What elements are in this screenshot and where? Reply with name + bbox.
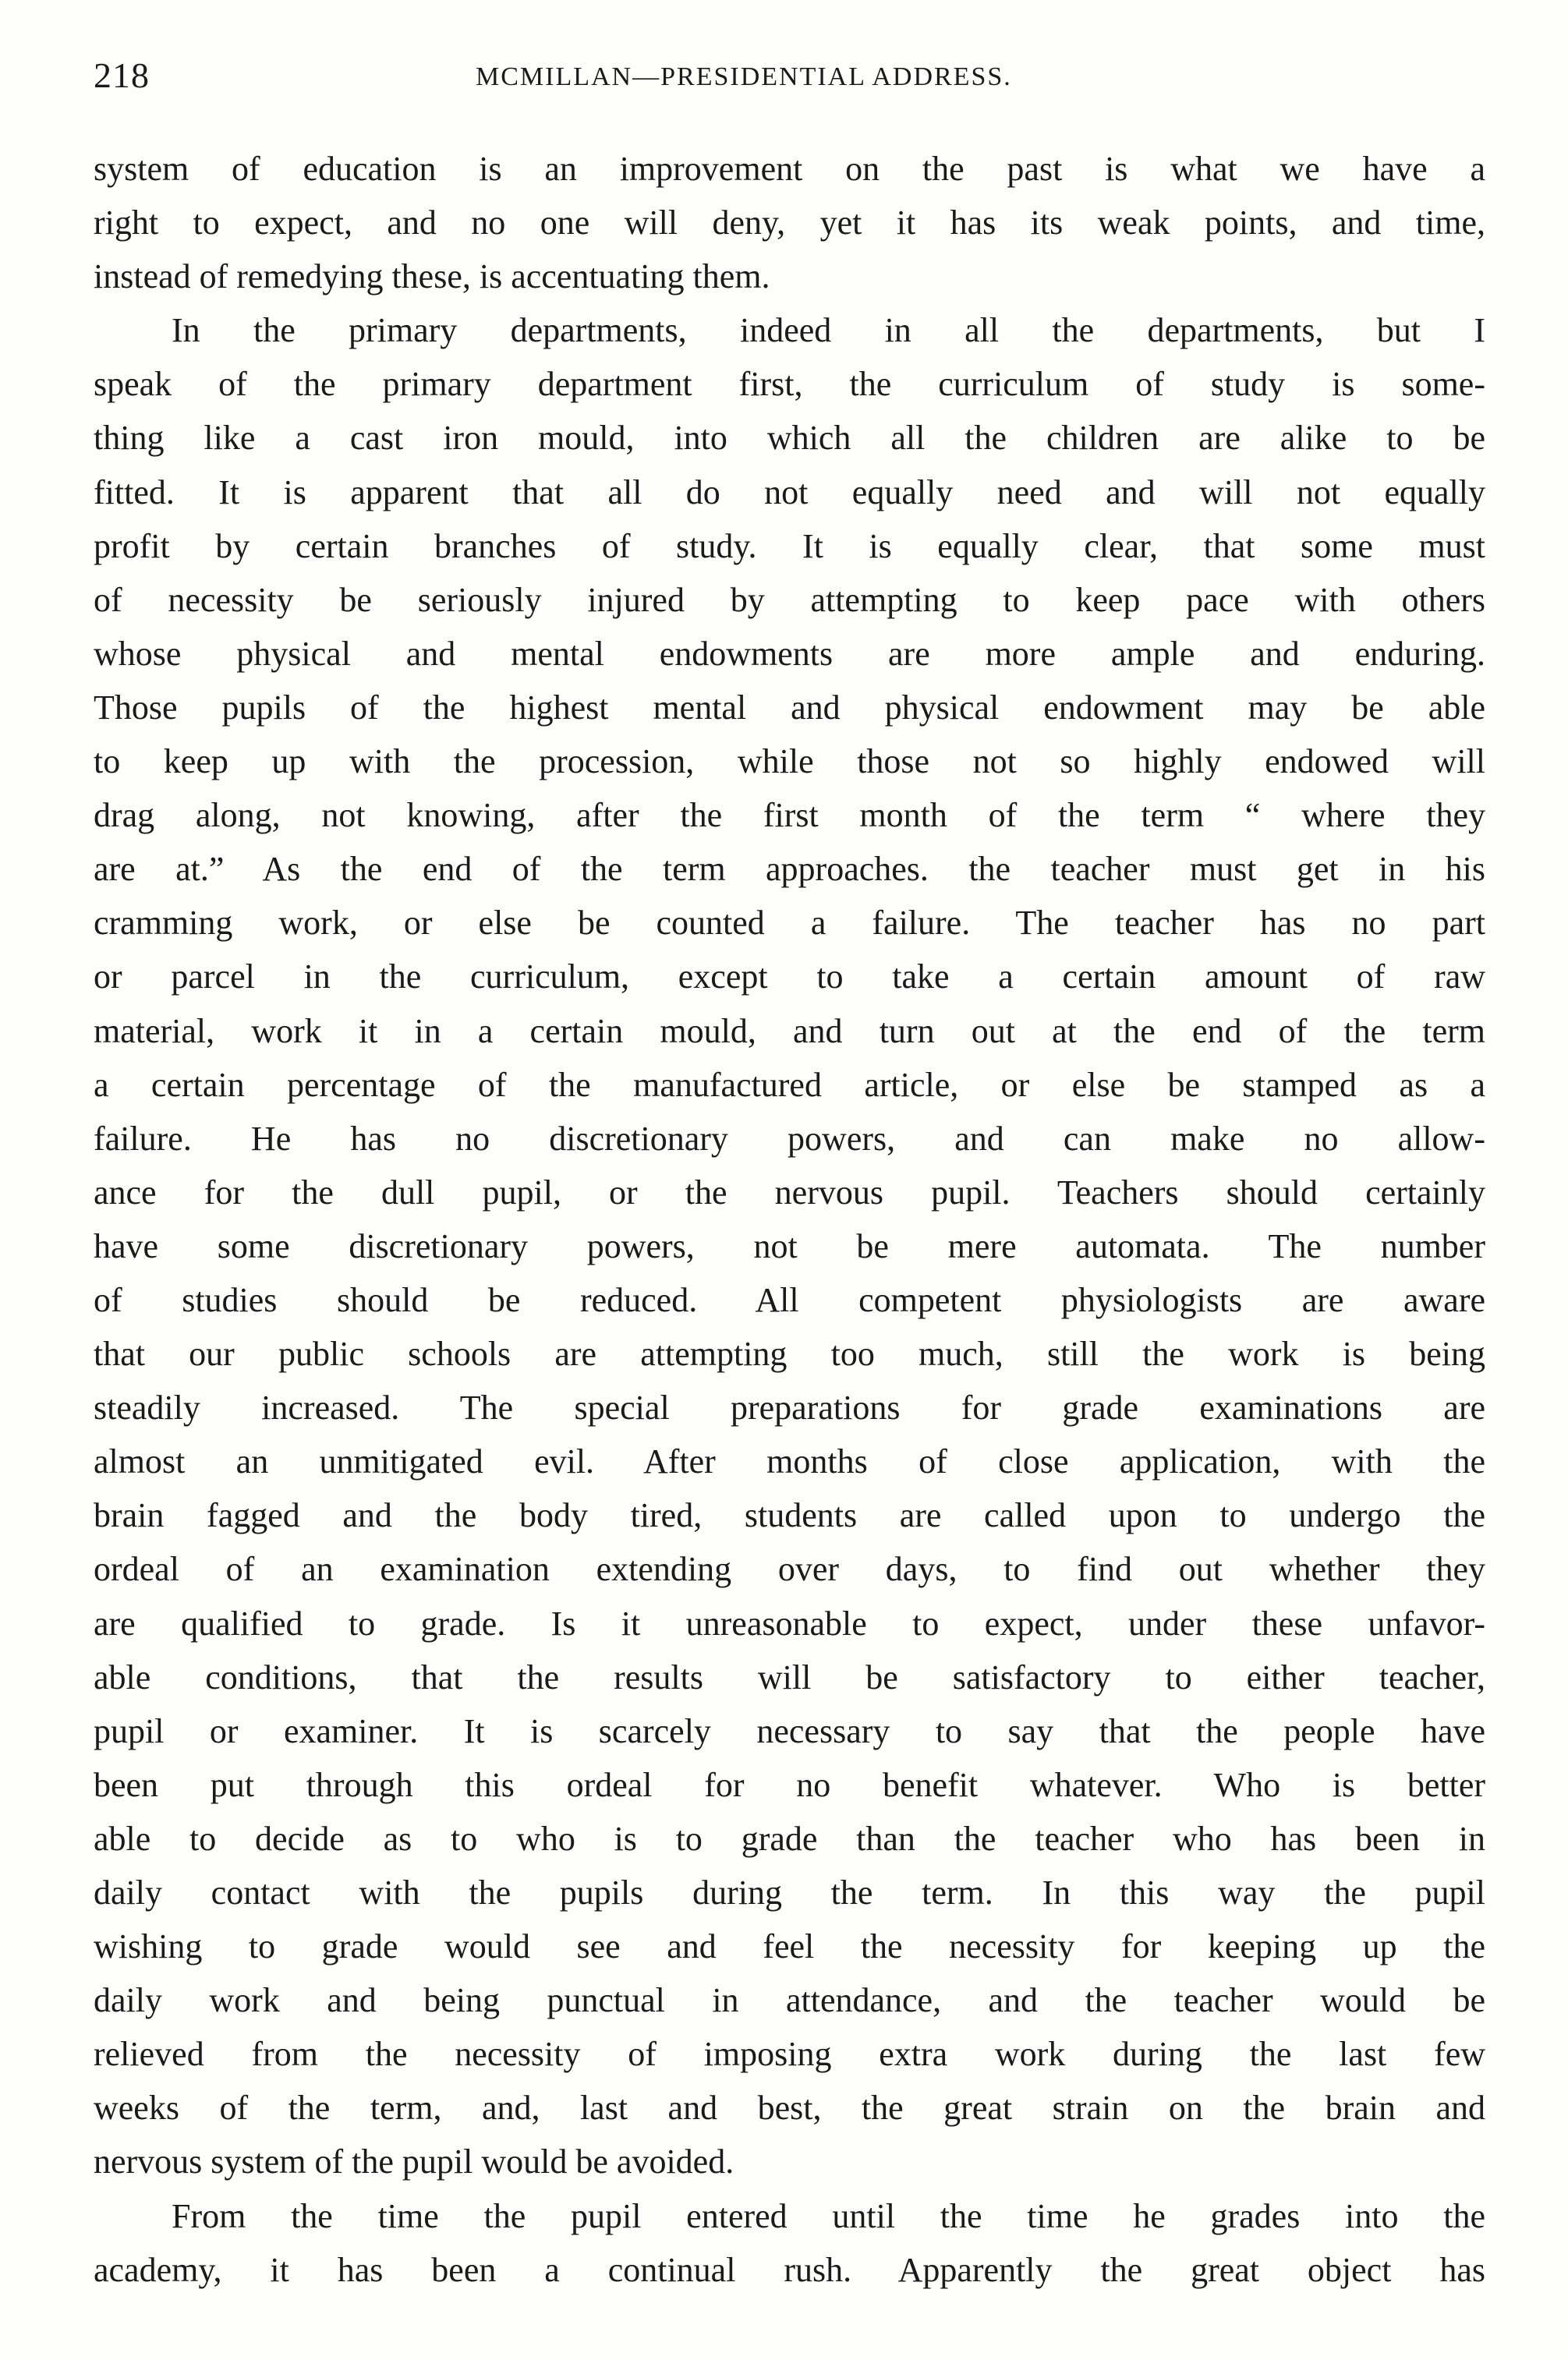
text-line: thing like a cast iron mould, into which all the children are alike to be [94, 419, 1485, 458]
text-line: instead of remedying these, is accentuating them. [94, 257, 770, 296]
text-line: of studies should be reduced. All competent physiologists are aware [94, 1280, 1485, 1319]
page-number: 218 [94, 55, 150, 95]
text-line: pupil or examiner. It is scarcely necessary to say that the people have [94, 1711, 1485, 1750]
text-line: profit by certain branches of study. It is equally clear, that some must [94, 526, 1485, 565]
text-line: academy, it has been a continual rush. Apparently the great object has [94, 2250, 1485, 2289]
text-line: drag along, not knowing, after the first month of the term “ where they [94, 796, 1485, 835]
text-line: daily work and being punctual in attendance, and the teacher would be [94, 1981, 1485, 2020]
text-line: speak of the primary department first, the curriculum of study is some- [94, 365, 1485, 404]
text-line: a certain percentage of the manufactured article, or else be stamped as a [94, 1065, 1485, 1104]
text-line: daily contact with the pupils during the term. In this way the pupil [94, 1873, 1485, 1912]
body-text [94, 142, 1485, 2297]
text-line: are qualified to grade. Is it unreasonable to expect, under these unfavor- [94, 1604, 1485, 1643]
text-line: ance for the dull pupil, or the nervous pupil. Teachers should certainly [94, 1173, 1485, 1212]
text-line: almost an unmitigated evil. After months of close application, with the [94, 1442, 1485, 1481]
text-line: system of education is an improvement on the past is what we have a [94, 150, 1485, 188]
text-line: that our public schools are attempting too much, still the work is being [94, 1335, 1485, 1374]
text-line: failure. He has no discretionary powers, and can make no allow- [94, 1119, 1485, 1158]
text-line: are at.” As the end of the term approaches. the teacher must get in his [94, 850, 1485, 889]
text-line: whose physical and mental endowments are more ample and enduring. [94, 634, 1485, 673]
text-line: of necessity be seriously injured by attempting to keep pace with others [94, 580, 1485, 619]
text-line: wishing to grade would see and feel the necessity for keeping up the [94, 1927, 1485, 1966]
text-line: From the time the pupil entered until the time he grades into the [172, 2196, 1485, 2235]
text-line: steadily increased. The special preparations for grade examinations are [94, 1389, 1485, 1428]
text-line: fitted. It is apparent that all do not equally need and will not equally [94, 472, 1485, 511]
text-line: material, work it in a certain mould, and turn out at the end of the term [94, 1011, 1485, 1050]
text-line: have some discretionary powers, not be mere automata. The number [94, 1226, 1485, 1265]
text-line: ordeal of an examination extending over days, to find out whether they [94, 1550, 1485, 1589]
text-line: or parcel in the curriculum, except to take a certain amount of raw [94, 957, 1485, 996]
text-line: able conditions, that the results will be satisfactory to either teacher, [94, 1658, 1485, 1697]
text-line: been put through this ordeal for no benefit whatever. Who is better [94, 1765, 1485, 1804]
text-line: to keep up with the procession, while those not so highly endowed will [94, 742, 1485, 781]
running-header [94, 55, 1482, 101]
text-line: cramming work, or else be counted a failure. The teacher has no part [94, 904, 1485, 943]
text-line: nervous system of the pupil would be avoided. [94, 2142, 734, 2181]
running-title: MCMILLAN—PRESIDENTIAL ADDRESS. [476, 62, 1012, 91]
text-line: brain fagged and the body tired, students are called upon to undergo the [94, 1496, 1485, 1535]
text-line: In the primary departments, indeed in all the departments, but I [172, 311, 1485, 350]
text-line: right to expect, and no one will deny, yet it has its weak points, and time, [94, 203, 1485, 242]
text-line: able to decide as to who is to grade than the teacher who has been in [94, 1819, 1485, 1858]
text-line: weeks of the term, and, last and best, the great strain on the brain and [94, 2089, 1485, 2128]
text-line: Those pupils of the highest mental and physical endowment may be able [94, 688, 1485, 727]
text-line: relieved from the necessity of imposing extra work during the last few [94, 2035, 1485, 2074]
